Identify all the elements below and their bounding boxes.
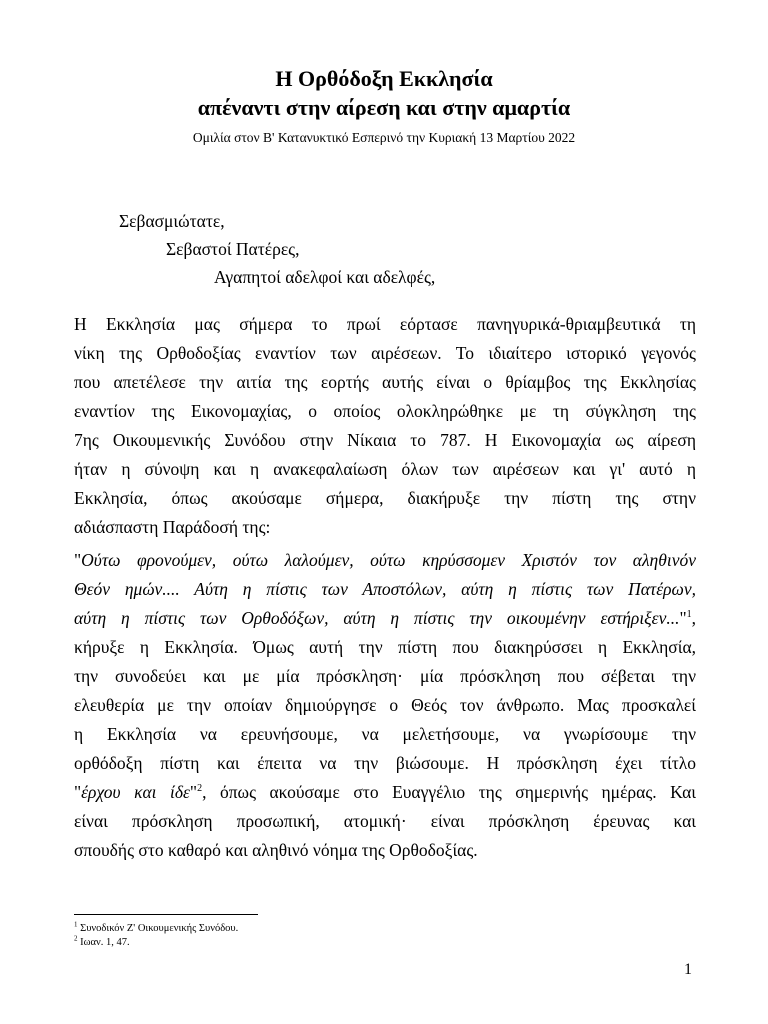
quote-line-1 xyxy=(74,546,696,575)
paragraph-1-line: αδιάσπαστη Παράδοσή της: xyxy=(74,517,271,537)
salutation-line-3: Αγαπητοί αδελφοί και αδελφές, xyxy=(214,267,436,287)
quote-text: Ούτω φρονούμεν, ούτω λαλούμεν, ούτω κηρύσσομεν Χριστόν τον αληθινόν xyxy=(81,550,696,570)
paragraph-2-line: ορθόδοξη πίστη και έπειτα να την βιώσουμε. Η πρόσκληση έχει τίτλο xyxy=(74,753,696,773)
paragraph-1 xyxy=(74,310,696,542)
paragraph-2-line: σπουδής στο καθαρό και αληθινό νόημα της Ορθοδοξίας. xyxy=(74,840,478,860)
invite-open-mark: " xyxy=(74,782,82,802)
title-block xyxy=(0,64,768,147)
footnotes xyxy=(74,922,238,950)
quote-close-mark: " xyxy=(679,608,687,628)
paragraph-2-line: κήρυξε η Εκκλησία. Όμως αυτή την πίστη που διακηρύσσει η Εκκλησία, xyxy=(74,637,696,657)
paragraph-1-line: 7ης Οικουμενικής Συνόδου στην Νίκαια το 787. Η Εικονομαχία ως αίρεση xyxy=(74,430,696,450)
paragraph-2-line: την συνοδεύει και με μία πρόσκληση· μία πρόσκληση που σέβεται την xyxy=(74,666,696,686)
footnote-mark: 2 xyxy=(74,934,78,943)
invitation-line xyxy=(74,778,696,807)
paragraph-1-line: ήταν η σύνοψη και η ανακεφαλαίωση όλων των αιρέσεων και γι' αυτό η xyxy=(74,459,696,479)
paragraph-1-line: που απετέλεσε την αιτία της εορτής αυτής είναι ο θρίαμβος της Εκκλησίας xyxy=(74,372,696,392)
paragraph-1-line: νίκη της Ορθοδοξίας εναντίον των αιρέσεων. Το ιδιαίτερο ιστορικό γεγονός xyxy=(74,343,696,363)
quote-after: , xyxy=(691,608,696,628)
title-line-2: απέναντι στην αίρεση και στην αμαρτία xyxy=(197,95,571,120)
paragraph-2-line: ελευθερία με την οποίαν δημιούργησε ο Θεός τον άνθρωπο. Μας προσκαλεί xyxy=(74,695,696,715)
paragraph-2 xyxy=(74,546,696,865)
salutation xyxy=(0,207,435,291)
footnote-text: Συνοδικόν Ζ' Οικουμενικής Συνόδου. xyxy=(77,923,239,934)
quote-text: αύτη η πίστις των Ορθοδόξων, αύτη η πίστις την οικουμένην εστήριξεν... xyxy=(74,608,680,628)
footnote-mark: 1 xyxy=(74,920,78,929)
footnote-ref-2[interactable]: 2 xyxy=(197,783,203,795)
paragraph-1-line: Η Εκκλησία μας σήμερα το πρωί εόρτασε πανηγυρικά-θριαμβευτικά τη xyxy=(74,314,696,334)
salutation-line-2: Σεβαστοί Πατέρες, xyxy=(166,239,300,259)
subtitle: Ομιλία στον Β' Κατανυκτικό Εσπερινό την Κυριακή 13 Μαρτίου 2022 xyxy=(192,130,576,145)
quote-text: Θεόν ημών.... Αύτη η πίστις των Αποστόλων, αύτη η πίστις των Πατέρων, xyxy=(74,579,696,599)
invitation-text: έρχου και ίδε xyxy=(81,782,190,802)
paragraph-1-line: εναντίον της Εικονομαχίας, ο οποίος ολοκληρώθηκε με τη σύγκληση της xyxy=(74,401,696,421)
paragraph-2-line: είναι πρόσκληση προσωπική, ατομική· είναι πρόσκληση έρευνας και xyxy=(74,811,696,831)
quote-line-3 xyxy=(74,604,696,633)
footnote-2 xyxy=(74,936,238,950)
paragraph-1-line: Εκκλησία, όπως ακούσαμε σήμερα, διακήρυξε την πίστη της στην xyxy=(74,488,696,508)
paragraph-2-line: η Εκκλησία να ερευνήσουμε, να μελετήσουμε, να γνωρίσουμε την xyxy=(74,724,696,744)
footnote-ref-1[interactable]: 1 xyxy=(686,609,692,621)
quote-open-mark: " xyxy=(74,550,82,570)
invite-rest: , όπως ακούσαμε στο Ευαγγέλιο της σημερινής ημέρας. Και xyxy=(202,782,696,802)
footnote-1 xyxy=(74,922,238,936)
invite-close-mark: " xyxy=(189,782,198,802)
salutation-line-1: Σεβασμιώτατε, xyxy=(119,211,225,231)
quote-line-2 xyxy=(74,575,696,604)
page-number: 1 xyxy=(684,961,692,978)
footnote-text: Ιωαν. 1, 47. xyxy=(77,937,130,948)
title-line-1: Η Ορθόδοξη Εκκλησία xyxy=(275,66,493,91)
footnote-divider xyxy=(74,914,258,915)
